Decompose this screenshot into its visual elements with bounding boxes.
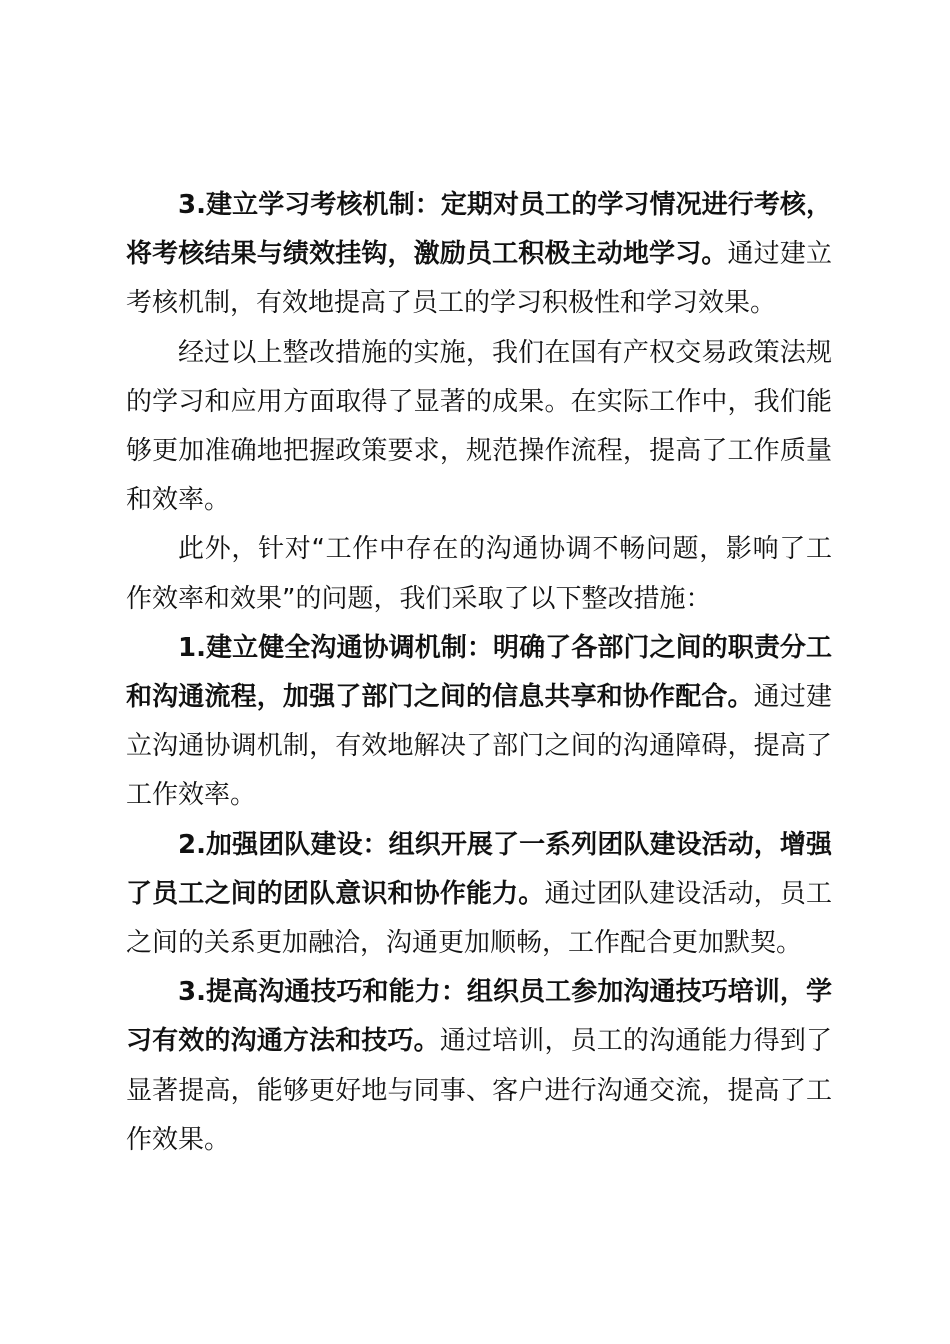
paragraph-communication-skills — [126, 968, 832, 1165]
document-body — [126, 181, 832, 1165]
paragraph-results — [126, 329, 832, 526]
paragraph-learning-assessment — [126, 181, 832, 329]
paragraph-communication-intro — [126, 525, 832, 623]
paragraph-coordination-mechanism — [126, 624, 832, 821]
paragraph-heading-bold: 3.建立学习考核机制：定期对员工的学习情况进行考核，将考核结果与绩效挂钩，激励员工积极主动地学习。 — [126, 190, 832, 270]
paragraph-heading-bold: 3.提高沟通技巧和能力：组织员工参加沟通技巧培训，学习有效的沟通方法和技巧。 — [126, 977, 832, 1057]
paragraph-team-building — [126, 821, 832, 969]
paragraph-text: 经过以上整改措施的实施，我们在国有产权交易政策法规的学习和应用方面取得了显著的成果。在实际工作中，我们能够更加准确地把握政策要求，规范操作流程，提高了工作质量和效率。 — [126, 337, 832, 516]
paragraph-text: 通过培训，员工的沟通能力得到了显著提高，能够更好地与同事、客户进行沟通交流，提高了工作效果。 — [126, 1026, 832, 1155]
paragraph-text: 通过建立考核机制，有效地提高了员工的学习积极性和学习效果。 — [126, 239, 832, 319]
paragraph-text: 通过建立沟通协调机制，有效地解决了部门之间的沟通障碍，提高了工作效率。 — [126, 682, 832, 811]
paragraph-heading-bold: 1.建立健全沟通协调机制：明确了各部门之间的职责分工和沟通流程，加强了部门之间的信息共享和协作配合。 — [126, 632, 832, 713]
paragraph-text: 通过团队建设活动，员工之间的关系更加融洽，沟通更加顺畅，工作配合更加默契。 — [126, 878, 832, 959]
paragraph-text: 此外，针对“工作中存在的沟通协调不畅问题，影响了工作效率和效果”的问题，我们采取了以下整改措施： — [126, 534, 832, 614]
paragraph-heading-bold: 2.加强团队建设：组织开展了一系列团队建设活动，增强了员工之间的团队意识和协作能力。 — [126, 829, 832, 909]
